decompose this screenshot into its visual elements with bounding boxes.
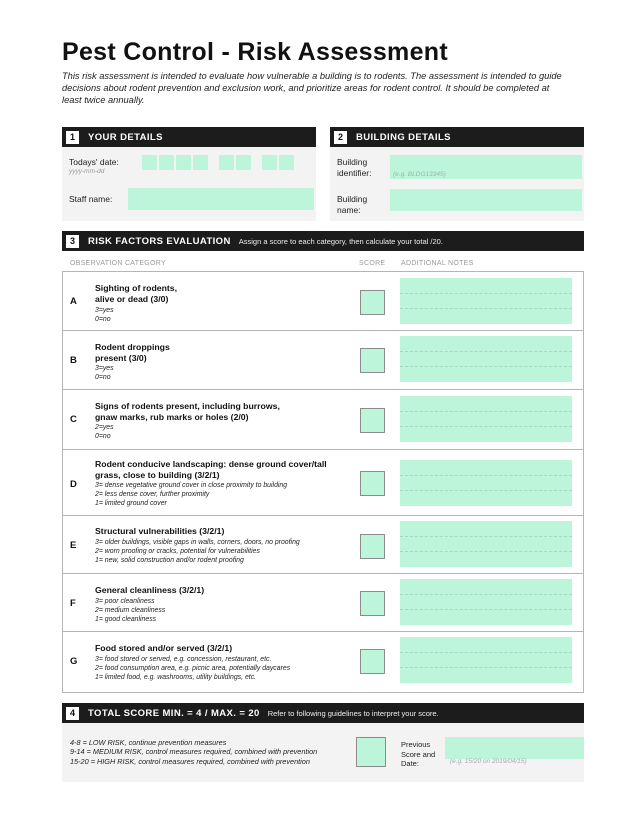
- table-row: [63, 516, 583, 574]
- row-title-line-2: alive or dead (3/0): [95, 294, 169, 304]
- row-scale-line-2: 2= food consumption area, e.g. picnic area, potentially daycares: [95, 665, 291, 672]
- row-title-line-1: Signs of rodents present, including burrows,: [95, 401, 280, 411]
- section-label: TOTAL SCORE MIN. = 4 / MAX. = 20: [88, 707, 260, 719]
- section-number: 3: [66, 235, 79, 248]
- row-letter: E: [70, 540, 77, 551]
- row-letter: G: [70, 656, 78, 667]
- date-month-digit-2[interactable]: [236, 155, 251, 170]
- notes-field[interactable]: [400, 521, 572, 567]
- row-scale-line-3: 1= new, solid construction and/or rodent proofing: [95, 557, 244, 564]
- total-score-box[interactable]: [356, 737, 386, 767]
- row-title-line-2: gnaw marks, rub marks or holes (2/0): [95, 412, 249, 422]
- row-letter: D: [70, 479, 77, 490]
- your-details-panel: [62, 147, 316, 221]
- date-month-digit-1[interactable]: [219, 155, 234, 170]
- column-header-score: SCORE: [359, 260, 386, 267]
- row-scale-line-1: 3=yes: [95, 365, 114, 372]
- building-name-label-line-1: Building: [337, 194, 368, 204]
- legend-high: 15-20 = HIGH RISK, control measures required, combined with prevention: [70, 756, 310, 766]
- row-scale-line-1: 3= dense vegetative ground cover in close proximity to building: [95, 482, 288, 489]
- row-title-line-2: present (3/0): [95, 353, 147, 363]
- notes-field[interactable]: [400, 579, 572, 625]
- section-sub: Refer to following guidelines to interpret your score.: [267, 708, 439, 718]
- row-scale: [95, 306, 355, 324]
- staff-name-input[interactable]: [128, 188, 314, 210]
- row-scale-line-2: 0=no: [95, 374, 111, 381]
- score-box[interactable]: [360, 649, 385, 674]
- row-title-line-1: Sighting of rodents,: [95, 283, 178, 293]
- notes-field[interactable]: [400, 278, 572, 324]
- score-box[interactable]: [360, 290, 385, 315]
- score-box[interactable]: [360, 408, 385, 433]
- row-scale-line-2: 2= worn proofing or cracks, potential for vulnerabilities: [95, 548, 260, 555]
- row-title: Structural vulnerabilities (3/2/1): [95, 526, 225, 536]
- date-year-digit-1[interactable]: [142, 155, 157, 170]
- row-letter: A: [70, 296, 77, 307]
- row-letter: C: [70, 414, 77, 425]
- section-header-your-details: [62, 127, 316, 147]
- previous-score-label-line-1: Previous: [401, 740, 431, 749]
- row-scale: [95, 364, 355, 382]
- row-scale-line-2: 2= less dense cover, further proximity: [95, 491, 210, 498]
- building-name-input[interactable]: [390, 189, 582, 211]
- row-scale-line-1: 3= food stored or served, e.g. concession, restaurant, etc.: [95, 656, 272, 663]
- building-id-placeholder: (e.g. BLDG13345): [393, 171, 446, 178]
- row-scale-line-3: 1= limited food, e.g. washrooms, utility buildings, etc.: [95, 674, 257, 681]
- date-day-digit-2[interactable]: [279, 155, 294, 170]
- building-id-label: [337, 157, 372, 179]
- table-row: [63, 331, 583, 390]
- building-id-label-line-1: Building: [337, 157, 368, 167]
- section-label: BUILDING DETAILS: [356, 131, 451, 143]
- table-row: [63, 272, 583, 331]
- row-scale-line-2: 0=no: [95, 433, 111, 440]
- row-scale-line-2: 0=no: [95, 316, 111, 323]
- row-scale-line-1: 3= poor cleanliness: [95, 598, 155, 605]
- score-box[interactable]: [360, 534, 385, 559]
- notes-field[interactable]: [400, 396, 572, 442]
- date-day-digit-1[interactable]: [262, 155, 277, 170]
- row-title: [95, 283, 345, 305]
- previous-score-label-line-2: Score and: [401, 749, 436, 759]
- score-box[interactable]: [360, 348, 385, 373]
- date-hint: yyyy-mm-dd: [69, 168, 105, 175]
- section-header-risk-factors: [62, 231, 584, 251]
- row-title: [95, 342, 345, 364]
- legend-low: 4-8 = LOW RISK, continue prevention measures: [70, 738, 227, 747]
- risk-factors-table: [62, 271, 584, 693]
- section-header-total-score: [62, 703, 584, 723]
- row-scale-line-1: 3=yes: [95, 307, 114, 314]
- row-letter: B: [70, 355, 77, 366]
- building-name-label-line-2: name:: [337, 205, 361, 215]
- previous-score-label-line-3: Date:: [401, 759, 419, 768]
- table-row: [63, 450, 583, 516]
- row-title-line-1: Rodent conducive landscaping: dense ground cover/tall: [95, 459, 327, 469]
- section-number: 4: [66, 707, 79, 720]
- row-scale-line-1: 2=yes: [95, 424, 114, 431]
- section-label: RISK FACTORS EVALUATION: [88, 235, 231, 247]
- row-title: Food stored and/or served (3/2/1): [95, 643, 233, 653]
- notes-field[interactable]: [400, 336, 572, 382]
- building-id-label-line-2: identifier:: [337, 168, 372, 178]
- section-header-building-details: [330, 127, 584, 147]
- row-scale-line-3: 1= limited ground cover: [95, 500, 167, 507]
- date-year-digit-2[interactable]: [159, 155, 174, 170]
- section-sub: Assign a score to each category, then calculate your total /20.: [238, 236, 443, 246]
- page-title: Pest Control - Risk Assessment: [62, 38, 448, 66]
- previous-score-placeholder: (e.g. 15/20 on 2019/04/15): [450, 758, 527, 765]
- building-name-label: [337, 194, 367, 216]
- row-title: [95, 401, 345, 423]
- notes-field[interactable]: [400, 460, 572, 506]
- building-identifier-input[interactable]: [390, 155, 582, 179]
- table-row: [63, 574, 583, 632]
- row-scale: [95, 481, 355, 508]
- row-letter: F: [70, 598, 76, 609]
- row-scale: [95, 597, 355, 624]
- legend-medium: 9-14 = MEDIUM RISK, control measures required, combined with prevention: [70, 747, 318, 757]
- section-number: 1: [66, 131, 79, 144]
- row-title-line-1: Rodent droppings: [95, 342, 170, 352]
- score-legend: [70, 738, 317, 766]
- column-header-notes: ADDITIONAL NOTES: [401, 260, 474, 267]
- row-scale: [95, 538, 355, 565]
- row-title: General cleanliness (3/2/1): [95, 585, 205, 595]
- building-details-panel: [330, 147, 584, 221]
- column-header-category: OBSERVATION CATEGORY: [70, 260, 166, 267]
- score-box[interactable]: [360, 591, 385, 616]
- row-title: [95, 459, 365, 481]
- date-year-digit-4[interactable]: [193, 155, 208, 170]
- intro-text: This risk assessment is intended to evaluate how vulnerable a building is to rodents. The assessment is intended to guide decisions about rodent prevention and exclusion work, and prioritize areas for rodent control. It should be completed at least twice annually.: [62, 71, 562, 105]
- staff-label: Staff name:: [69, 194, 113, 204]
- row-scale: [95, 655, 355, 682]
- row-scale-line-1: 3= older buildings, visible gaps in walls, corners, doors, no proofing: [95, 539, 300, 546]
- section-label: YOUR DETAILS: [88, 131, 163, 143]
- table-row: [63, 390, 583, 450]
- previous-score-label: [401, 740, 435, 769]
- section-number: 2: [334, 131, 347, 144]
- row-scale: [95, 423, 355, 441]
- score-box[interactable]: [360, 471, 385, 496]
- date-label: Todays' date:: [69, 157, 119, 167]
- table-row: [63, 632, 583, 692]
- row-scale-line-2: 2= medium cleanliness: [95, 607, 166, 614]
- notes-field[interactable]: [400, 637, 572, 683]
- previous-score-input[interactable]: [445, 737, 584, 759]
- row-scale-line-3: 1= good cleanliness: [95, 616, 157, 623]
- date-year-digit-3[interactable]: [176, 155, 191, 170]
- row-title-line-2: grass, close to building (3/2/1): [95, 470, 220, 480]
